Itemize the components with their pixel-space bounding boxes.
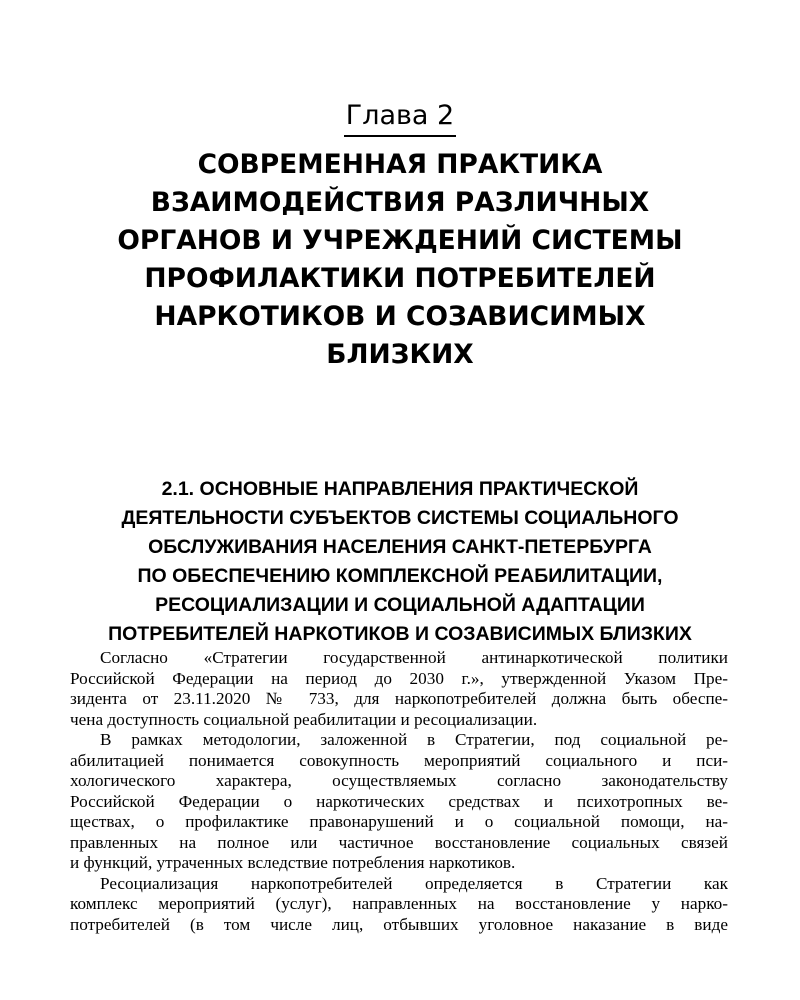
chapter-title — [60, 146, 740, 374]
chapter-title-line: БЛИЗКИХ — [326, 339, 474, 370]
body-line: правленных на полное или частичное восстановление социальных связей — [70, 832, 728, 852]
body-line: ществах, о профилактике правонарушений и о социальной помощи, на- — [70, 812, 728, 831]
body-line: Российской Федерации на период до 2030 г.», утвержденной Указом Пре- — [70, 668, 728, 688]
chapter-title-line: НАРКОТИКОВ И СОЗАВИСИМЫХ — [154, 301, 646, 332]
body-line: Ресоциализация наркопотребителей определяется в Стратегии как — [100, 873, 728, 893]
body-line: В рамках методологии, заложенной в Стратегии, под социальной ре- — [100, 730, 728, 749]
section-title-line: ПО ОБЕСПЕЧЕНИЮ КОМПЛЕКСНОЙ РЕАБИЛИТАЦИИ, — [137, 565, 663, 587]
body-line: Согласно «Стратегии государственной антинаркотической политики — [100, 648, 728, 667]
section-title-line: ДЕЯТЕЛЬНОСТИ СУБЪЕКТОВ СИСТЕМЫ СОЦИАЛЬНОГО — [121, 507, 679, 529]
body-line: комплекс мероприятий (услуг), направленных на восстановление у нарко- — [70, 894, 728, 913]
chapter-title-line: ПРОФИЛАКТИКИ ПОТРЕБИТЕЛЕЙ — [144, 263, 656, 294]
body-line: Российской Федерации о наркотических средствах и психотропных ве- — [70, 791, 728, 811]
chapter-title-line: СОВРЕМЕННАЯ ПРАКТИКА — [197, 149, 603, 180]
section-title-line: ПОТРЕБИТЕЛЕЙ НАРКОТИКОВ И СОЗАВИСИМЫХ БЛИЗКИХ — [108, 623, 692, 645]
body-line: абилитацией понимается совокупность мероприятий социального и пси- — [70, 750, 728, 770]
section-title-line: 2.1. ОСНОВНЫЕ НАПРАВЛЕНИЯ ПРАКТИЧЕСКОЙ — [161, 478, 639, 500]
body-line: хологического характера, осуществляемых согласно законодательству — [70, 771, 728, 790]
chapter-label-text: Глава 2 — [344, 100, 457, 137]
chapter-title-line: ОРГАНОВ И УЧРЕЖДЕНИЙ СИСТЕМЫ — [117, 225, 683, 256]
chapter-label — [0, 100, 800, 137]
section-title — [60, 475, 740, 649]
body-line: зидента от 23.11.2020 № 733, для наркопотребителей должна быть обеспе- — [70, 689, 728, 708]
body-line: и функций, утраченных вследствие потребления наркотиков. — [70, 853, 516, 872]
section-title-line: РЕСОЦИАЛИЗАЦИИ И СОЦИАЛЬНОЙ АДАПТАЦИИ — [155, 594, 645, 616]
section-title-line: ОБСЛУЖИВАНИЯ НАСЕЛЕНИЯ САНКТ-ПЕТЕРБУРГА — [148, 536, 652, 558]
body-line: потребителей (в том числе лиц, отбывших уголовное наказание в виде — [70, 914, 728, 934]
body-line: чена доступность социальной реабилитации и ресоциализации. — [70, 709, 538, 729]
body-text — [70, 648, 728, 935]
chapter-title-line: ВЗАИМОДЕЙСТВИЯ РАЗЛИЧНЫХ — [150, 187, 650, 218]
